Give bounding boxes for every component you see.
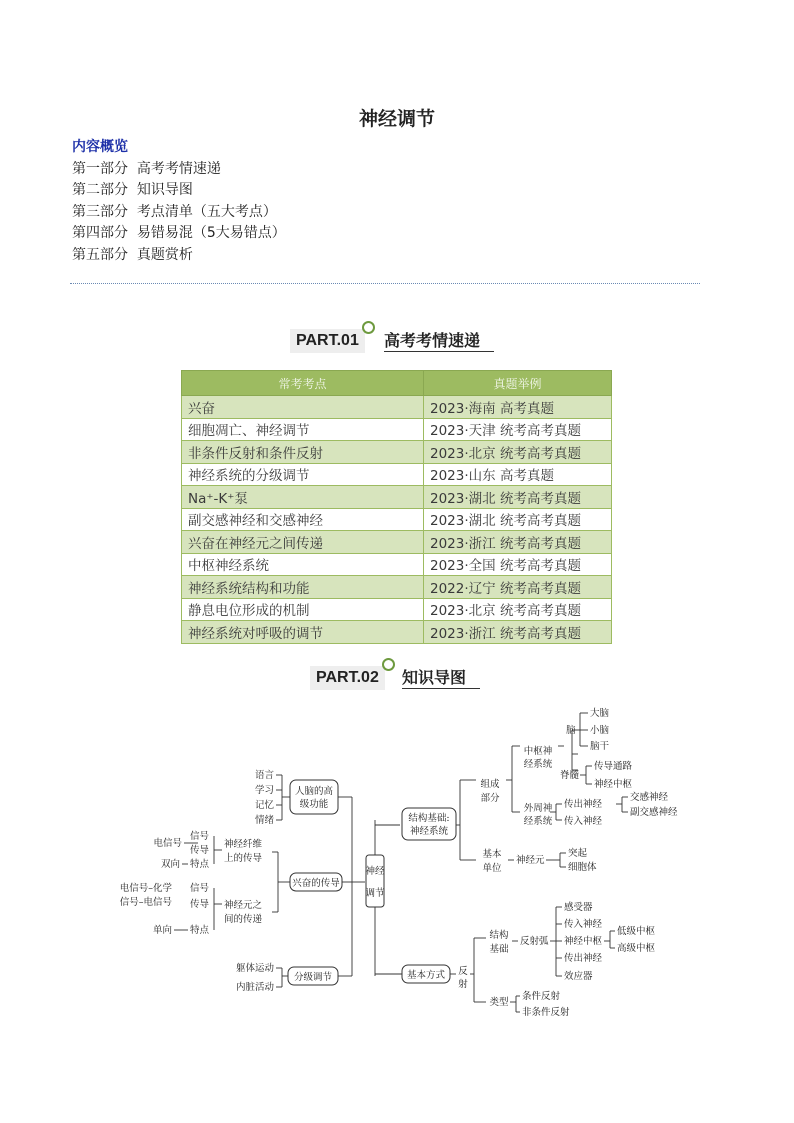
center-label: 调节: [365, 888, 385, 899]
node-label: 经系统: [523, 759, 553, 770]
leaf-label: 神经中枢: [594, 779, 633, 790]
leaf-label: 特点: [190, 925, 210, 936]
example-cell: 2023·浙江 统考高考真题: [424, 531, 612, 554]
node-label: 分级调节: [293, 972, 333, 983]
example-cell: 2023·浙江 统考高考真题: [424, 621, 612, 644]
topic-cell: 非条件反射和条件反射: [182, 441, 424, 464]
leaf-label: 传出神经: [564, 799, 603, 810]
example-cell: 2022·辽宁 统考高考真题: [424, 576, 612, 599]
leaf-label: 细胞体: [568, 862, 597, 873]
leaf-label: 神经元: [516, 855, 545, 866]
table-row: [182, 396, 612, 419]
part2-badge: PART.02: [310, 666, 385, 690]
title-underline: [402, 688, 480, 689]
mindmap-svg: [110, 700, 700, 1025]
topic-cell: Na⁺-K⁺泵: [182, 486, 424, 509]
leaf-label: 脊髓: [560, 770, 580, 781]
exam-table: [181, 370, 612, 644]
leaf-label: 突起: [568, 848, 588, 859]
center-label: 神经: [365, 866, 385, 877]
node-label: 外周神: [523, 803, 553, 814]
node-label: 基本方式: [406, 970, 446, 981]
table-row: [182, 463, 612, 486]
leaf-label: 学习: [254, 785, 274, 796]
leaf-label: 反射弧: [520, 936, 549, 947]
node-label: 射: [458, 979, 468, 990]
table-row: [182, 441, 612, 464]
node-label: 部分: [480, 793, 500, 804]
node-label: 反: [458, 966, 468, 977]
leaf-label: 感受器: [564, 902, 593, 913]
leaf-label: 效应器: [564, 971, 593, 982]
leaf-label: 电信号–化学: [119, 883, 172, 894]
leaf-label: 躯体运动: [235, 963, 274, 974]
leaf-label: 脑干: [590, 741, 610, 752]
part2-title: 知识导图: [402, 668, 467, 687]
example-cell: 2023·全国 统考高考真题: [424, 553, 612, 576]
leaf-label: 高级中枢: [617, 943, 656, 954]
ring-icon: [382, 658, 395, 671]
table-row: [182, 508, 612, 531]
table-row: [182, 598, 612, 621]
leaf-label: 传导: [190, 845, 210, 856]
topic-cell: 细胞凋亡、神经调节: [182, 418, 424, 441]
leaf-label: 信号–电信号: [119, 897, 172, 908]
section-divider: [70, 283, 700, 284]
ring-icon: [362, 321, 375, 334]
table-row: [182, 553, 612, 576]
node-label: 组成: [480, 779, 500, 790]
leaf-label: 低级中枢: [617, 926, 656, 937]
leaf-label: 传导通路: [594, 761, 633, 772]
topic-cell: 副交感神经和交感神经: [182, 508, 424, 531]
table-row: [182, 486, 612, 509]
node-label: 结构基础:: [408, 813, 450, 824]
leaf-label: 副交感神经: [630, 807, 678, 818]
node-label: 人脑的高: [294, 786, 334, 797]
topic-cell: 中枢神经系统: [182, 553, 424, 576]
node-label: 类型: [489, 997, 509, 1008]
column-header: 真题举例: [424, 371, 612, 396]
example-cell: 2023·海南 高考真题: [424, 396, 612, 419]
title-underline: [384, 351, 494, 352]
example-cell: 2023·北京 统考高考真题: [424, 441, 612, 464]
table-row: [182, 531, 612, 554]
leaf-label: 脑: [566, 725, 576, 736]
topic-cell: 神经系统对呼吸的调节: [182, 621, 424, 644]
leaf-label: 传入神经: [564, 919, 603, 930]
content-overview: [72, 137, 286, 266]
overview-item: 第一部分 高考考情速递: [72, 160, 221, 177]
leaf-label: 非条件反射: [522, 1007, 570, 1018]
example-cell: 2023·山东 高考真题: [424, 463, 612, 486]
overview-item: 第三部分 考点清单（五大考点）: [72, 203, 277, 220]
leaf-label: 大脑: [590, 708, 610, 719]
column-header: 常考考点: [182, 371, 424, 396]
table-header-row: [182, 371, 612, 396]
leaf-label: 传出神经: [564, 953, 603, 964]
leaf-label: 双向: [160, 859, 180, 870]
example-cell: 2023·天津 统考高考真题: [424, 418, 612, 441]
topic-cell: 神经系统结构和功能: [182, 576, 424, 599]
part1-badge: PART.01: [290, 329, 365, 353]
knowledge-mindmap: [110, 700, 700, 1029]
table-row: [182, 621, 612, 644]
leaf-label: 交感神经: [630, 792, 669, 803]
table-row: [182, 418, 612, 441]
node-label: 中枢神: [523, 746, 553, 757]
leaf-label: 小脑: [590, 725, 610, 736]
node-label: 经系统: [523, 816, 553, 827]
overview-item: 第四部分 易错易混（5大易错点）: [72, 225, 286, 241]
node-label: 上的传导: [224, 853, 263, 864]
table-row: [182, 576, 612, 599]
part1-title: 高考考情速递: [384, 331, 481, 350]
leaf-label: 信号: [190, 831, 210, 842]
leaf-label: 神经中枢: [564, 936, 603, 947]
leaf-label: 记忆: [254, 800, 274, 811]
overview-heading: 内容概览: [72, 139, 128, 155]
node-label: 级功能: [299, 799, 329, 810]
leaf-label: 语言: [254, 770, 274, 781]
leaf-label: 电信号: [153, 838, 182, 849]
leaf-label: 内脏活动: [235, 982, 274, 993]
node-label: 单位: [482, 863, 502, 874]
leaf-label: 传导: [190, 899, 210, 910]
leaf-label: 信号: [190, 883, 210, 894]
topic-cell: 兴奋在神经元之间传递: [182, 531, 424, 554]
part1-header: [290, 329, 510, 363]
topic-cell: 静息电位形成的机制: [182, 598, 424, 621]
leaf-label: 单向: [152, 925, 172, 936]
topic-cell: 兴奋: [182, 396, 424, 419]
overview-item: 第五部分 真题赏析: [72, 246, 193, 263]
leaf-label: 情绪: [254, 815, 274, 826]
node-label: 结构: [489, 930, 509, 941]
node-label: 神经元之: [224, 900, 263, 911]
node-label: 神经系统: [409, 826, 449, 837]
leaf-label: 特点: [190, 859, 210, 870]
node-label: 神经纤维: [224, 839, 263, 850]
example-cell: 2023·湖北 统考高考真题: [424, 486, 612, 509]
part2-header: [310, 666, 500, 700]
leaf-label: 传入神经: [564, 816, 603, 827]
example-cell: 2023·湖北 统考高考真题: [424, 508, 612, 531]
node-label: 兴奋的传导: [292, 878, 340, 889]
center-node-box: [366, 855, 384, 907]
overview-item: 第二部分 知识导图: [72, 182, 193, 198]
page-title: 神经调节: [358, 108, 435, 130]
node-label: 间的传递: [224, 914, 263, 925]
leaf-label: 条件反射: [522, 991, 561, 1002]
node-label: 基本: [482, 849, 502, 860]
example-cell: 2023·北京 统考高考真题: [424, 598, 612, 621]
node-label: 基础: [489, 944, 509, 955]
topic-cell: 神经系统的分级调节: [182, 463, 424, 486]
